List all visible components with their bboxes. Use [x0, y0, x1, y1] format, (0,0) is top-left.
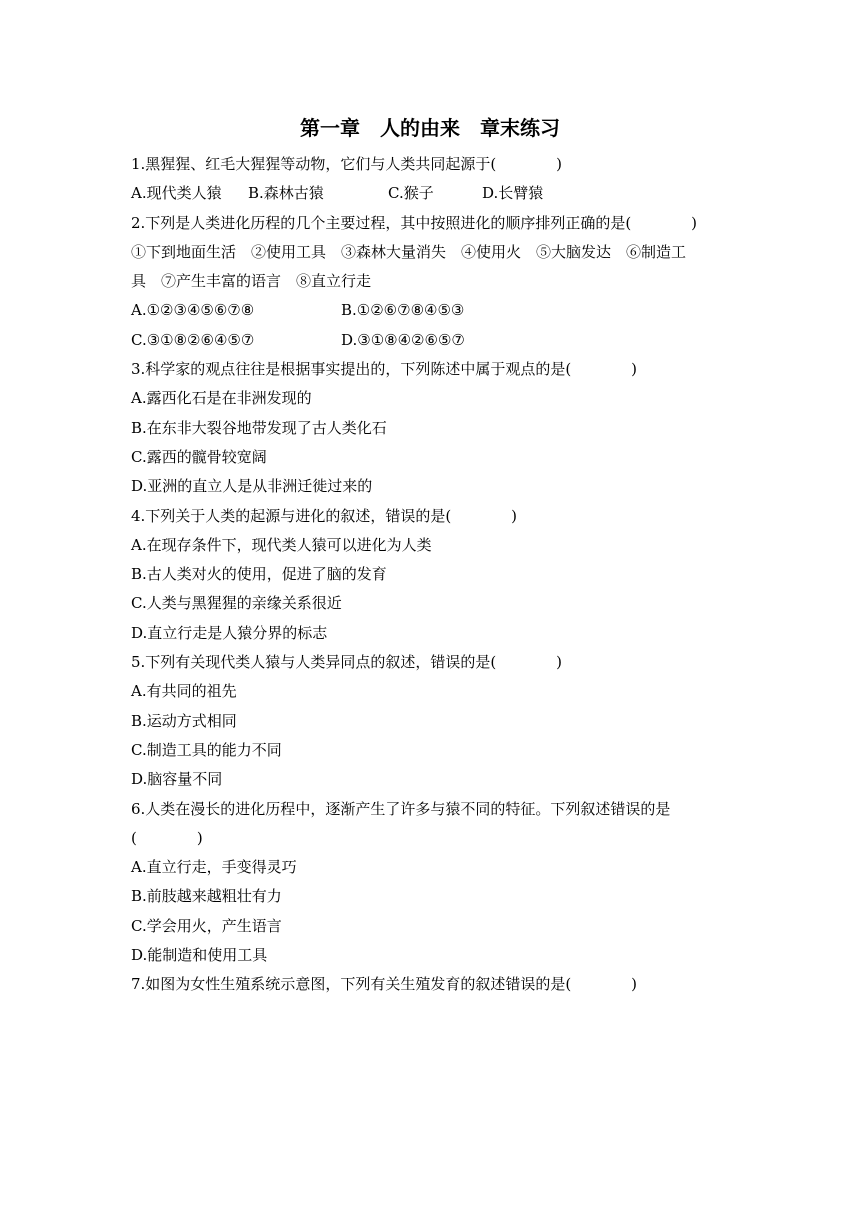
option-a[interactable]: A.现代类人猿	[131, 184, 222, 203]
question-1-options	[131, 179, 731, 208]
option-d[interactable]: D.③①⑧④②⑥⑤⑦	[341, 330, 465, 349]
option-b[interactable]: B.①②⑥⑦⑧④⑤③	[341, 301, 465, 320]
question-1-stem	[131, 150, 731, 179]
option-d[interactable]: D.脑容量不同	[131, 770, 223, 789]
question-list	[131, 150, 731, 1000]
question-5-stem	[131, 648, 731, 677]
option-a[interactable]: A.直立行走，手变得灵巧	[131, 858, 297, 877]
question-2-stem	[131, 209, 731, 238]
answer-paren-close: )	[631, 360, 638, 379]
option-a[interactable]: A.①②③④⑤⑥⑦⑧	[131, 301, 255, 320]
answer-paren-open: (	[131, 828, 137, 847]
option-d[interactable]: D.亚洲的直立人是从非洲迁徙过来的	[131, 477, 373, 496]
question-stem-text: 3.科学家的观点往往是根据事实提出的，下列陈述中属于观点的是(	[131, 360, 572, 379]
question-stem-text: 4.下列关于人类的起源与进化的叙述，错误的是(	[131, 506, 452, 525]
option-b[interactable]: B.森林古猿	[248, 184, 324, 203]
question-2-options-row-2	[131, 326, 731, 355]
option-c[interactable]: C.③①⑧②⑥④⑤⑦	[131, 330, 255, 349]
answer-paren-close: )	[196, 828, 203, 847]
option-c[interactable]: C.制造工具的能力不同	[131, 740, 282, 759]
page-title: 第一章 人的由来 章末练习	[300, 116, 560, 140]
question-stem-text: 5.下列有关现代类人猿与人类异同点的叙述，错误的是(	[131, 653, 497, 672]
question-4-stem	[131, 502, 731, 531]
question-6-answer-paren	[131, 824, 731, 853]
option-d[interactable]: D.直立行走是人猿分界的标志	[131, 623, 328, 642]
answer-paren-close: )	[556, 155, 563, 173]
question-2-steps-line-1: ①下到地面生活 ②使用工具 ③森林大量消失 ④使用火 ⑤大脑发达 ⑥制造工	[131, 242, 687, 261]
answer-paren-close: )	[631, 975, 638, 994]
question-stem-text: 1.黑猩猩、红毛大猩猩等动物，它们与人类共同起源于(	[131, 155, 497, 173]
option-a[interactable]: A.露西化石是在非洲发现的	[131, 389, 312, 408]
question-6-stem: 6.人类在漫长的进化历程中，逐渐产生了许多与猿不同的特征。下列叙述错误的是	[131, 799, 671, 818]
option-d[interactable]: D.能制造和使用工具	[131, 946, 268, 965]
answer-paren-close: )	[511, 506, 518, 525]
answer-paren-close: )	[691, 213, 698, 232]
option-d[interactable]: D.长臂猿	[482, 184, 544, 203]
option-b[interactable]: B.前肢越来越粗壮有力	[131, 887, 282, 906]
option-c[interactable]: C.学会用火，产生语言	[131, 916, 282, 935]
question-2-steps-line-2: 具 ⑦产生丰富的语言 ⑧直立行走	[131, 272, 372, 291]
option-a[interactable]: A.在现存条件下，现代类人猿可以进化为人类	[131, 535, 432, 554]
answer-paren-close: )	[556, 653, 563, 672]
question-stem-text: 7.如图为女性生殖系统示意图，下列有关生殖发育的叙述错误的是(	[131, 975, 572, 994]
option-b[interactable]: B.运动方式相同	[131, 711, 237, 730]
option-b[interactable]: B.古人类对火的使用，促进了脑的发育	[131, 565, 387, 584]
option-b[interactable]: B.在东非大裂谷地带发现了古人类化石	[131, 418, 387, 437]
option-c[interactable]: C.猴子	[388, 184, 434, 203]
option-c[interactable]: C.露西的髋骨较宽阔	[131, 447, 267, 466]
question-2-options-row-1	[131, 296, 731, 325]
option-a[interactable]: A.有共同的祖先	[131, 682, 237, 701]
option-c[interactable]: C.人类与黑猩猩的亲缘关系很近	[131, 594, 342, 613]
question-stem-text: 2.下列是人类进化历程的几个主要过程，其中按照进化的顺序排列正确的是(	[131, 213, 632, 232]
question-3-stem	[131, 355, 731, 384]
question-7-stem	[131, 970, 731, 999]
